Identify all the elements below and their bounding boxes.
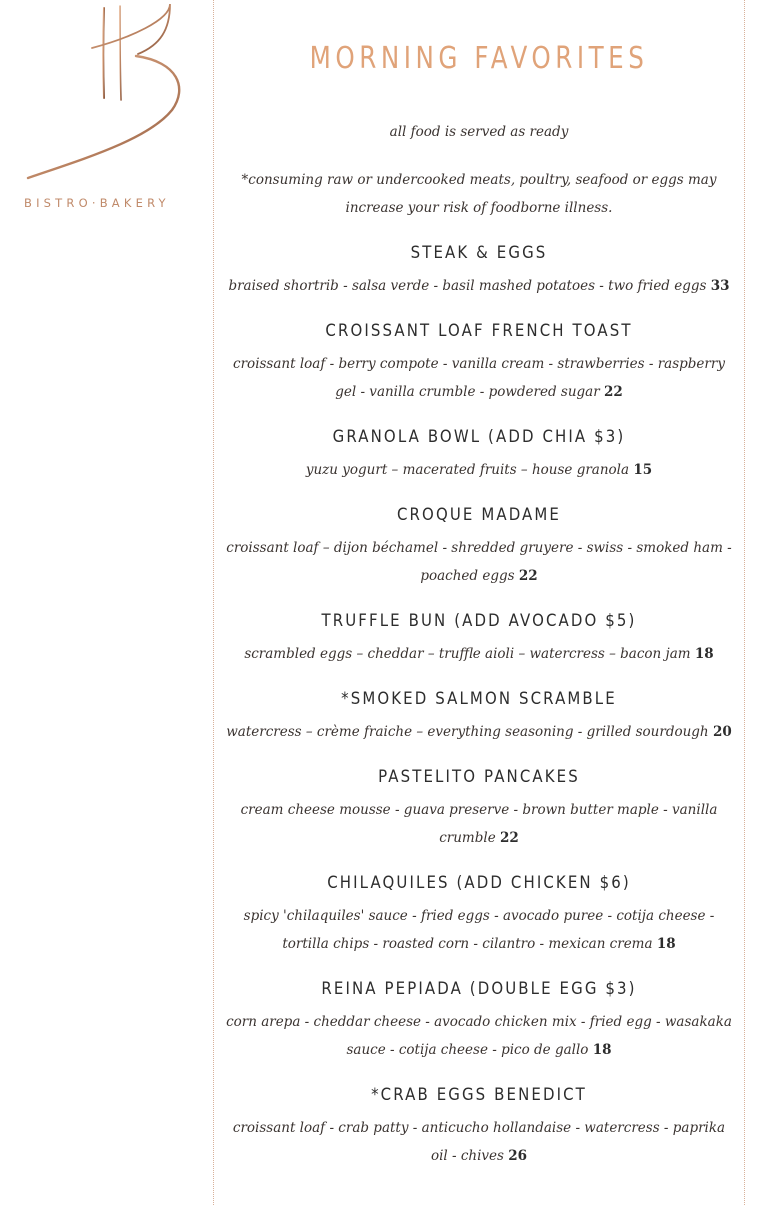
menu-item — [224, 240, 734, 300]
menu-item-description — [224, 1008, 734, 1064]
menu-item-price: 22 — [603, 384, 623, 400]
menu-item-name: STEAK & EGGS — [410, 243, 548, 263]
menu-item-description — [224, 534, 734, 590]
menu-item-price: 33 — [710, 278, 730, 294]
menu-item-description — [224, 718, 734, 746]
menu-item-ingredients: watercress – crème fraiche – everything seasoning - grilled sourdough — [226, 724, 709, 740]
menu-item-price: 26 — [508, 1148, 528, 1164]
menu-item-ingredients: scrambled eggs – cheddar – truffle aioli – watercress – bacon jam — [244, 646, 691, 662]
menu-item-ingredients: spicy 'chilaquiles' sauce - fried eggs - avocado puree - cotija cheese - tortilla chips - roasted corn - cilantro - mexican crema — [243, 908, 715, 952]
menu-item-description — [224, 902, 734, 958]
brand-wordmark: BISTRO·BAKERY — [24, 196, 170, 210]
menu-item — [224, 318, 734, 406]
menu-item-description — [224, 796, 734, 852]
served-note: all food is served as ready — [389, 124, 569, 140]
menu-item-description — [224, 456, 734, 484]
menu-item-price: 22 — [518, 568, 538, 584]
menu-item-name: GRANOLA BOWL (ADD CHIA $3) — [332, 427, 626, 447]
menu-item-name: *SMOKED SALMON SCRAMBLE — [341, 689, 617, 709]
menu-item-ingredients: cream cheese mousse - guava preserve - brown butter maple - vanilla crumble — [240, 802, 718, 846]
menu-item-description — [224, 1114, 734, 1170]
menu-item-price: 18 — [694, 646, 714, 662]
menu-item-name: REINA PEPIADA (DOUBLE EGG $3) — [321, 979, 637, 999]
menu-item — [224, 870, 734, 958]
foodborne-warning: *consuming raw or undercooked meats, poultry, seafood or eggs may increase your risk of foodborne illness. — [241, 172, 717, 216]
menu-item-ingredients: croissant loaf - berry compote - vanilla cream - strawberries - raspberry gel - vanilla crumble - powdered sugar — [233, 356, 725, 400]
menu-item — [224, 976, 734, 1064]
menu-item-ingredients: croissant loaf – dijon béchamel - shredded gruyere - swiss - smoked ham - poached eggs — [226, 540, 732, 584]
menu-item-description — [224, 272, 734, 300]
page-title: MORNING FAVORITES — [309, 41, 649, 76]
menu-item — [224, 1082, 734, 1170]
menu-item-ingredients: croissant loaf - crab patty - anticucho hollandaise - watercress - paprika oil - chives — [232, 1120, 726, 1164]
menu-item-description — [224, 350, 734, 406]
menu-item-name: *CRAB EGGS BENEDICT — [371, 1085, 587, 1105]
menu-item-name: CHILAQUILES (ADD CHICKEN $6) — [327, 873, 631, 893]
menu-item — [224, 764, 734, 852]
menu-item — [224, 608, 734, 668]
right-dotted-divider — [744, 0, 745, 1205]
menu-item-name: CROQUE MADAME — [396, 505, 561, 525]
sidebar — [0, 0, 213, 1205]
menu-item — [224, 502, 734, 590]
menu-item-ingredients: corn arepa - cheddar cheese - avocado chicken mix - fried egg - wasakaka sauce - cotija cheese - pico de gallo — [226, 1014, 732, 1058]
menu-item-description — [224, 640, 734, 668]
menu-item-price: 22 — [499, 830, 519, 846]
menu-item-price: 20 — [712, 724, 732, 740]
menu-item — [224, 686, 734, 746]
menu-item-price: 18 — [592, 1042, 612, 1058]
monogram-b-logo-icon — [20, 0, 190, 185]
menu-item-ingredients: braised shortrib - salsa verde - basil mashed potatoes - two fried eggs — [228, 278, 707, 294]
menu-item-name: TRUFFLE BUN (ADD AVOCADO $5) — [321, 611, 637, 631]
menu-item-name: PASTELITO PANCAKES — [378, 767, 580, 787]
menu-item — [224, 424, 734, 484]
left-dotted-divider — [213, 0, 214, 1205]
menu-item-name: CROISSANT LOAF FRENCH TOAST — [325, 321, 633, 341]
menu-content — [224, 0, 734, 1170]
menu-item-ingredients: yuzu yogurt – macerated fruits – house granola — [305, 462, 630, 478]
menu-item-price: 15 — [633, 462, 653, 478]
menu-item-price: 18 — [656, 936, 676, 952]
